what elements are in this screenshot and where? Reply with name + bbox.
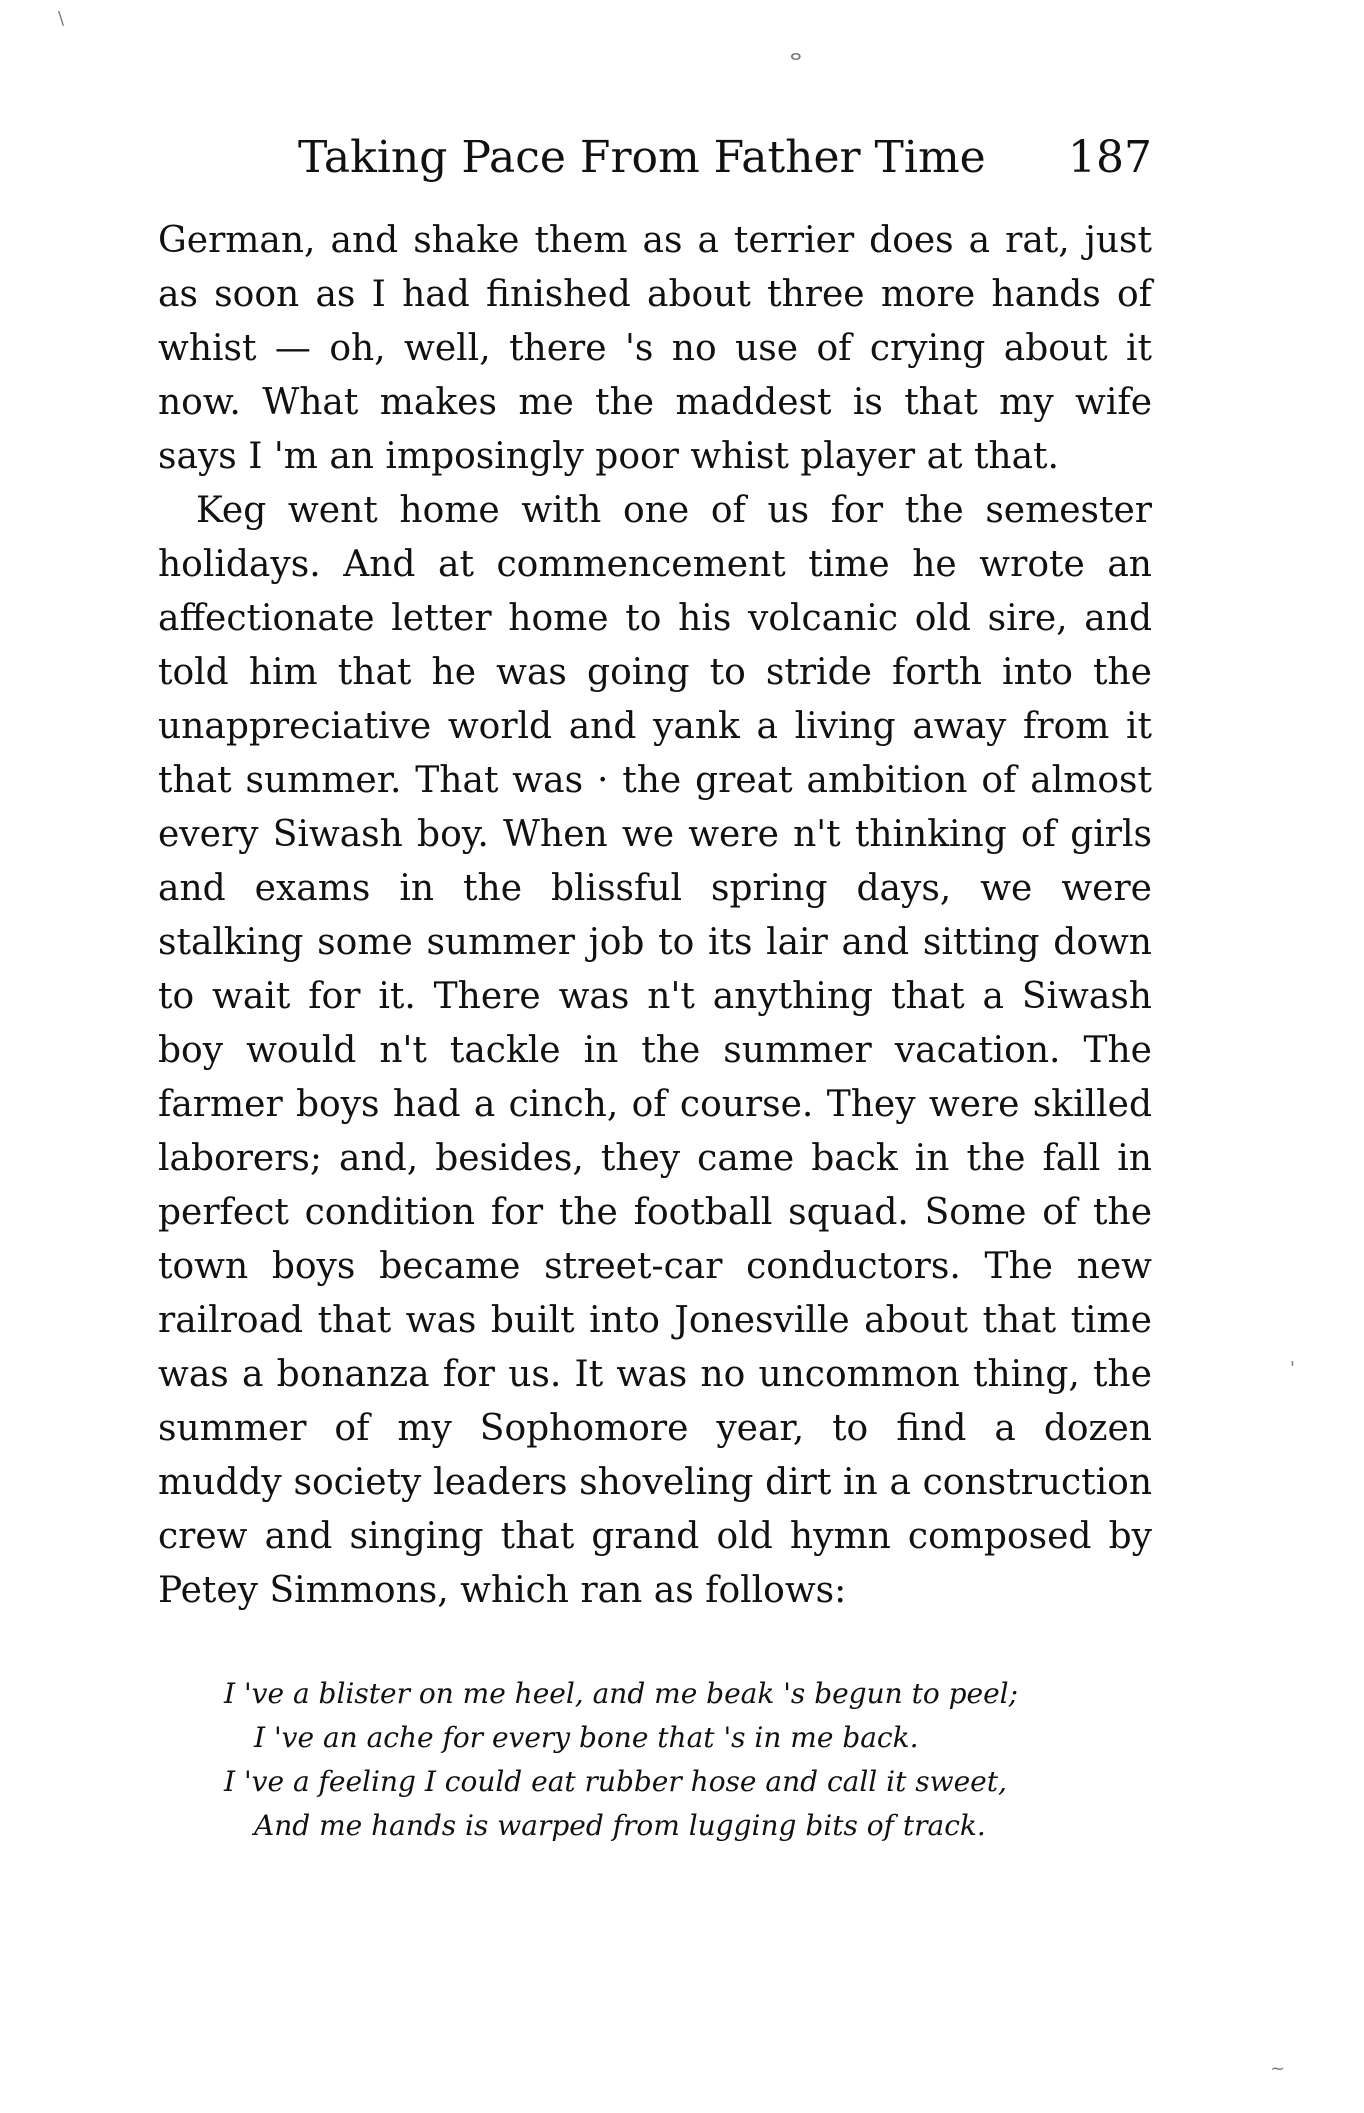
- scan-speck: ~: [1270, 2058, 1286, 2079]
- paragraph: German, and shake them as a terrier does a rat, just as soon as I had finished about three more hands of whist — oh, well, there 's no use of crying about it now. What makes me the maddest is that my wife says I 'm an imposingly poor whist player at that.: [158, 220, 1152, 477]
- verse-line: I 've a blister on me heel, and me beak 's begun to peel;: [224, 1677, 1019, 1710]
- running-head: [158, 128, 1152, 188]
- paragraph: Keg went home with one of us for the semester holidays. And at commencement time he wrote an affectionate letter home to his volcanic old sire, and told him that he was going to stride forth into the unappreciative world and yank a living away from it that summer. That was · the great ambition of almost every Siwash boy. When we were n't thinking of girls and exams in the blissful spring days, we were stalking some summer job to its lair and sitting down to wait for it. There was n't anything that a Siwash boy would n't tackle in the summer vacation. The farmer boys had a cinch, of course. They were skilled laborers; and, besides, they came back in the fall in perfect condition for the football squad. Some of the town boys became street-car conductors. The new railroad that was built into Jonesville about that time was a bonanza for us. It was no uncommon thing, the summer of my Sophomore year, to find a dozen muddy society leaders shoveling dirt in a construction crew and singing that grand old hymn composed by Petey Simmons, which ran as follows:: [158, 490, 1152, 1611]
- running-title: Taking Pace From Father Time: [298, 132, 986, 183]
- verse-stanza: [224, 1672, 1104, 1848]
- scan-speck: ': [1290, 1358, 1295, 1379]
- page-number: 187: [1068, 132, 1152, 183]
- body-text: [158, 214, 1152, 1618]
- scan-speck: \: [58, 8, 65, 29]
- verse-line: And me hands is warped from lugging bits of track.: [254, 1809, 986, 1842]
- verse-line: I 've an ache for every bone that 's in me back.: [254, 1721, 919, 1754]
- scan-speck: ⴰ: [790, 44, 802, 65]
- verse-line: I 've a feeling I could eat rubber hose and call it sweet,: [224, 1765, 1007, 1798]
